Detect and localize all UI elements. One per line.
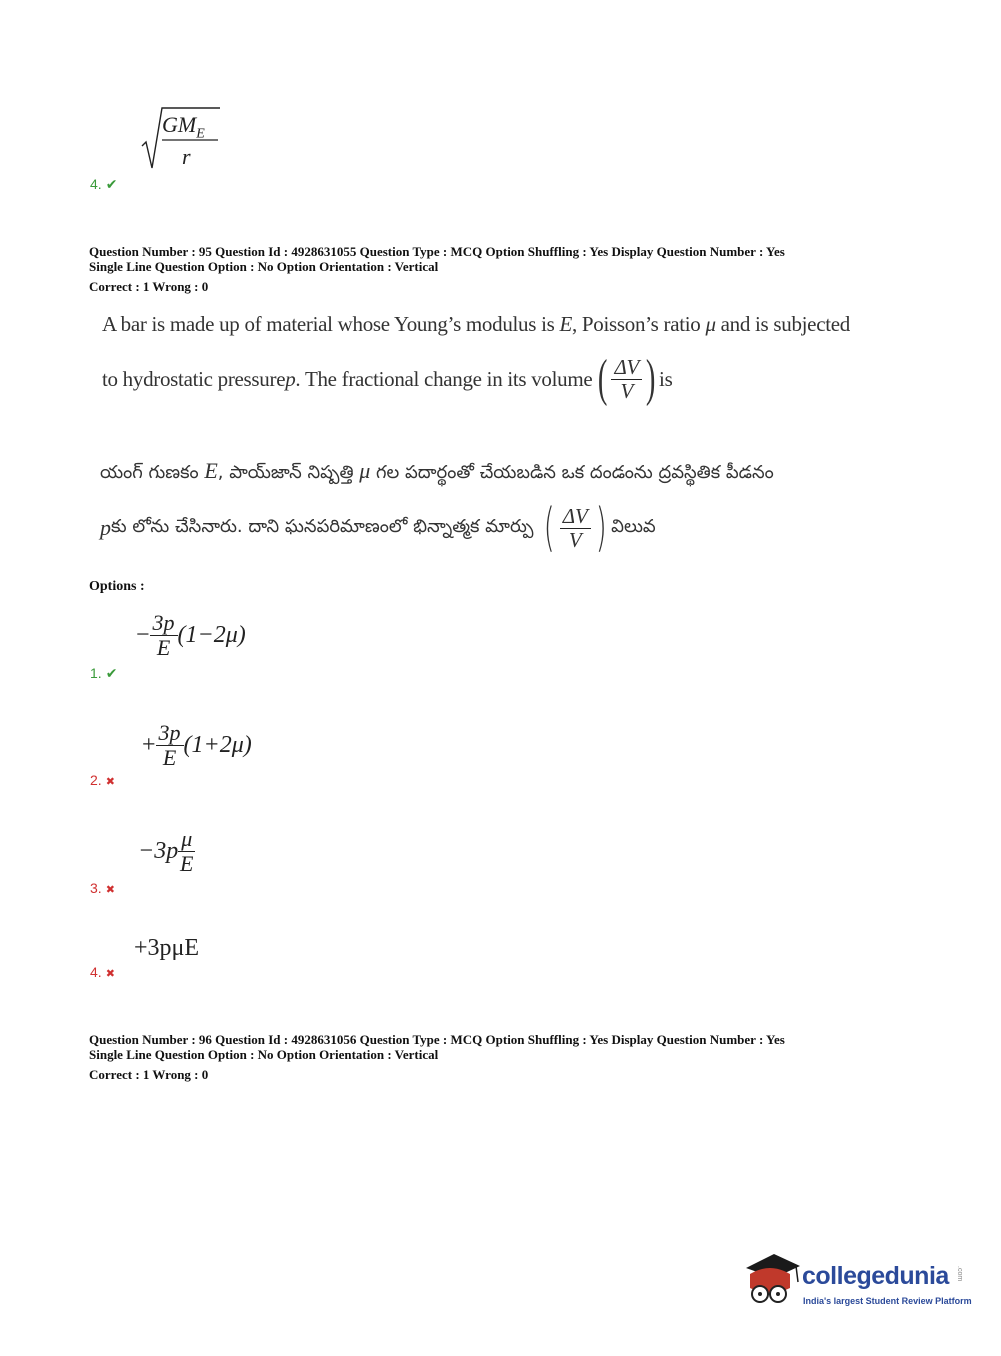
q95-meta-line2: Single Line Question Option : No Option Orientation : Vertical	[89, 259, 439, 274]
q96-meta-line2: Single Line Question Option : No Option Orientation : Vertical	[89, 1047, 439, 1062]
q95-fraction-telugu: $\frac{\Delta V}{V}$	[560, 506, 591, 551]
option-1-formula: − $\frac{3p}{E}$ (1−2μ)	[136, 610, 246, 660]
q95-telugu-line1: యంగ్ గుణకం E, పాయ్‌జాన్ నిష్పత్తి μ గల పదార్థంతో చేయబడిన ఒక దండంను ద్రవస్థితిక పీడనం	[100, 458, 774, 483]
option-2-label: 2. ✖	[90, 772, 115, 788]
q96-meta-line3: Correct : 1 Wrong : 0	[89, 1067, 209, 1082]
sqrt-subscript: E	[196, 126, 205, 142]
brand-suffix: .com	[956, 1266, 963, 1282]
options-label: Options :	[89, 579, 145, 594]
option-1-label: 1. ✔	[90, 665, 118, 682]
q95-english-line1: A bar is made up of material whose Young’s modulus is E, Poisson’s ratio μ and is subjected	[102, 312, 850, 336]
check-icon: ✔	[105, 177, 118, 193]
q95-english-line2: to hydrostatic pressure p . The fractional change in its volume ( $\frac{\Delta V}{V}$ ) is	[102, 350, 673, 407]
brand-tagline: India's largest Student Review Platform	[803, 1296, 972, 1306]
prev-option-4-formula	[140, 104, 230, 170]
q95-meta-line3: Correct : 1 Wrong : 0	[89, 279, 209, 294]
q95-fraction-english: $\frac{\Delta V}{V}$	[611, 357, 642, 402]
option-3-formula: −3p $\frac{\mu}{E}$	[138, 826, 194, 876]
sqrt-denominator: r	[182, 144, 191, 169]
q96-meta-line1: Question Number : 96 Question Id : 4928631056 Question Type : MCQ Option Shuffling : Yes Display Question Number : Yes	[89, 1032, 785, 1047]
check-icon: ✔	[105, 666, 118, 682]
q95-telugu-line2: p కు లోను చేసినారు. దాని ఘనపరిమాణంలో భిన్నాత్మక మార్పు ( $\frac{\Delta V}{V}$ ) విలువ	[100, 498, 656, 558]
sqrt-numerator: GM	[162, 112, 197, 137]
option-4-label: 4. ✖	[90, 964, 115, 980]
cross-icon: ✖	[105, 883, 115, 896]
collegedunia-logo	[740, 1248, 970, 1318]
option-2-formula: + $\frac{3p}{E}$ (1+2μ)	[142, 720, 252, 770]
prev-option-4-label: 4. ✔	[90, 176, 118, 193]
q95-meta-line1: Question Number : 95 Question Id : 4928631055 Question Type : MCQ Option Shuffling : Yes Display Question Number : Yes	[89, 244, 785, 259]
brand-name: collegedunia	[802, 1262, 949, 1290]
cross-icon: ✖	[105, 967, 115, 980]
cross-icon: ✖	[105, 775, 115, 788]
mascot-icon	[740, 1248, 800, 1312]
option-4-formula: +3pμE	[134, 935, 200, 961]
option-3-label: 3. ✖	[90, 880, 115, 896]
